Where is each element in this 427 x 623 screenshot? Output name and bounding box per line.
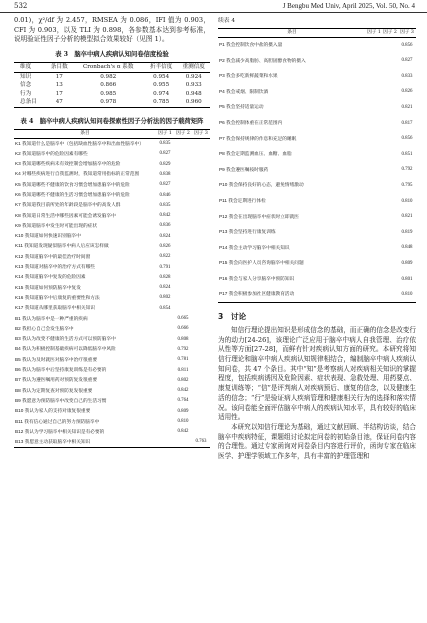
value-cell xyxy=(174,159,192,169)
table-row xyxy=(14,241,210,251)
value-cell xyxy=(174,180,192,190)
value-cell xyxy=(366,240,382,256)
table4-header-row xyxy=(14,130,210,139)
table-row xyxy=(218,162,416,178)
table-row xyxy=(14,406,210,416)
value-cell: 0.836 xyxy=(159,223,171,229)
table3-caption: 表 3 脑卒中病人疾病认知问卷信度检验 xyxy=(55,51,169,59)
row-label-cell: P8 我会定期监测血压、血糖、血脂 xyxy=(219,151,292,157)
value-cell: 0.974 xyxy=(153,90,170,97)
value-cell: 0.854 xyxy=(159,305,171,311)
value-cell: 0.842 xyxy=(159,213,171,219)
value-cell xyxy=(366,256,382,272)
table-row xyxy=(218,146,416,162)
table-row xyxy=(218,224,416,240)
value-cell xyxy=(192,365,210,375)
value-cell: 0.827 xyxy=(159,151,171,157)
value-cell xyxy=(366,115,382,131)
value-cell xyxy=(192,180,210,190)
table4-cont-body xyxy=(218,37,416,302)
value-cell: 13 xyxy=(55,82,63,89)
value-cell: 0.821 xyxy=(401,104,413,110)
value-cell: 0.792 xyxy=(177,346,189,352)
value-cell: 0.802 xyxy=(159,295,171,301)
row-label-cell: 知识 xyxy=(20,73,32,80)
value-cell: 0.801 xyxy=(401,276,413,282)
value-cell xyxy=(366,146,382,162)
value-cell xyxy=(156,334,174,344)
table-row xyxy=(14,210,210,220)
row-label-cell: P11 我会定期进行体检 xyxy=(219,198,266,204)
value-cell xyxy=(366,209,382,225)
value-cell xyxy=(366,287,382,303)
table-row xyxy=(218,193,416,209)
value-cell xyxy=(174,241,192,251)
value-cell xyxy=(156,406,174,416)
value-cell xyxy=(174,283,192,293)
value-cell: 0.795 xyxy=(401,182,413,188)
row-label-cell: P16 我会与家人分享脑卒中预防知识 xyxy=(219,276,295,281)
value-cell xyxy=(156,355,174,365)
value-cell xyxy=(192,210,210,220)
value-cell: 0.781 xyxy=(177,357,189,363)
table-row xyxy=(14,324,210,334)
table-row xyxy=(218,37,416,53)
column-header: 因子 1 xyxy=(158,131,172,137)
value-cell xyxy=(192,190,210,200)
row-label-cell: P2 我会减少高脂肪、高胆固醇食物的摄入 xyxy=(219,57,306,63)
table-row xyxy=(14,90,210,99)
table-row xyxy=(14,375,210,385)
table-row xyxy=(14,149,210,159)
value-cell xyxy=(174,437,192,447)
value-cell xyxy=(366,224,382,240)
value-cell xyxy=(174,231,192,241)
row-label-cell: B6 我认为脑卒中后坚持康复训练是有必要的 xyxy=(15,367,107,373)
value-cell: 0.833 xyxy=(401,73,413,79)
value-cell xyxy=(382,146,398,162)
row-label-cell: K9 我知道脑卒中发生时可能出现的症状 xyxy=(15,222,98,228)
value-cell: 0.856 xyxy=(401,42,413,48)
value-cell xyxy=(174,262,192,272)
value-cell xyxy=(192,231,210,241)
table-row xyxy=(14,272,210,282)
row-label-cell: P15 我会向医护人员咨询脑卒中相关问题 xyxy=(219,260,304,266)
row-label-cell: P17 我会积极参加社区健康教育活动 xyxy=(219,291,295,297)
value-cell: 0.810 xyxy=(401,198,413,204)
row-label-cell: K4 对哪些疾病进行自我监测时，我知道常用指标的正常范围 xyxy=(15,171,140,177)
column-header: 因子 3 xyxy=(400,30,414,35)
value-cell xyxy=(174,303,192,313)
value-cell xyxy=(192,252,210,262)
table-row xyxy=(14,386,210,396)
value-cell xyxy=(156,396,174,406)
value-cell xyxy=(192,272,210,282)
value-cell: 0.824 xyxy=(159,233,171,239)
value-cell xyxy=(192,200,210,210)
value-cell xyxy=(192,169,210,179)
value-cell xyxy=(382,224,398,240)
table-row xyxy=(14,159,210,169)
intro-paragraph: 0.01)，χ²/df 为 2.457，RMSEA 为 0.086，IFI 值为 0.903，CFI 为 0.903，以及 TLI 为 0.898，各参数基本达到参考标准，说明验证性因子分析的模型拟合效果较好（见图 1）。 xyxy=(14,16,210,44)
row-label-cell: K10 我知道如何快速识别脑卒中 xyxy=(15,233,81,239)
row-label-cell: B13 我愿意主动获取脑卒中相关知识 xyxy=(15,438,91,444)
value-cell xyxy=(366,84,382,100)
value-cell xyxy=(382,53,398,69)
value-cell xyxy=(192,324,210,334)
value-cell: 0.982 xyxy=(100,73,117,80)
value-cell xyxy=(156,427,174,437)
column-header: 折半信度 xyxy=(149,64,173,71)
row-label-cell: K13 我知道对脑卒中的治疗方式有哪些 xyxy=(15,264,95,270)
value-cell xyxy=(174,169,192,179)
table-row xyxy=(14,138,210,148)
table-row xyxy=(218,53,416,69)
column-header: 条目 xyxy=(80,131,90,137)
table-row xyxy=(14,344,210,354)
value-cell: 0.817 xyxy=(401,120,413,126)
value-cell xyxy=(192,262,210,272)
table-row xyxy=(218,209,416,225)
value-cell: 0.763 xyxy=(195,439,207,445)
row-label-cell: K8 我知道日常生活中哪些因素可能会诱发脑卒中 xyxy=(15,212,116,218)
row-label-cell: B2 我担心自己会发生脑卒中 xyxy=(15,325,74,331)
row-label-cell: K14 我知道脑卒中复发的危险因素 xyxy=(15,274,86,280)
table-row xyxy=(218,131,416,147)
column-header: 条目数 xyxy=(50,64,68,71)
value-cell xyxy=(174,210,192,220)
row-label-cell: P9 我会遵医嘱按时服药 xyxy=(219,166,269,172)
value-cell: 0.835 xyxy=(159,141,171,147)
value-cell xyxy=(192,375,210,385)
value-cell: 0.827 xyxy=(159,182,171,188)
value-cell: 0.866 xyxy=(100,82,117,89)
row-label-cell: B12 我认为学习脑卒中相关知识是有必要的 xyxy=(15,428,105,434)
row-label-cell: 信念 xyxy=(20,82,32,89)
row-label-cell: P3 我会多吃新鲜蔬菜和水果 xyxy=(219,73,278,79)
value-cell xyxy=(366,193,382,209)
value-cell: 0.824 xyxy=(159,285,171,291)
value-cell xyxy=(382,240,398,256)
value-cell xyxy=(174,252,192,262)
row-label-cell: P14 我会主动学习脑卒中相关知识 xyxy=(219,244,290,250)
column-header: 条目 xyxy=(287,30,297,35)
value-cell xyxy=(192,396,210,406)
column-header: 重测信度 xyxy=(182,64,205,71)
value-cell: 0.822 xyxy=(159,254,171,260)
column-header: 因子 2 xyxy=(383,30,397,35)
row-label-cell: P13 我会坚持进行康复训练 xyxy=(219,229,276,235)
value-cell: 47 xyxy=(55,99,63,106)
column-header: Cronbach's α 系数 xyxy=(82,64,134,71)
value-cell xyxy=(156,375,174,385)
value-cell xyxy=(382,256,398,272)
row-label-cell: K12 我知道脑卒中的最佳治疗时间窗 xyxy=(15,253,91,259)
value-cell xyxy=(174,190,192,200)
row-label-cell: K16 我知道脑卒中后康复的重要性和方法 xyxy=(15,294,100,300)
table-row xyxy=(14,262,210,272)
row-label-cell: K11 我知道发现疑似脑卒中病人后应该怎样做 xyxy=(15,243,109,249)
value-cell xyxy=(174,272,192,282)
table-row xyxy=(14,190,210,200)
row-label-cell: K7 我知道我目前所处的年龄段是脑卒中的高发人群 xyxy=(15,202,121,208)
row-label-cell: P7 我会保持规律的作息和充足的睡眠 xyxy=(219,135,297,141)
table-row xyxy=(218,68,416,84)
row-label-cell: P10 我会保持良好的心态，避免情绪激动 xyxy=(219,182,304,188)
page-number: 532 xyxy=(14,2,28,10)
value-cell xyxy=(366,271,382,287)
section-heading-discussion: 3 讨论 xyxy=(218,311,247,321)
value-cell: 0.802 xyxy=(177,377,189,383)
value-cell: 0.764 xyxy=(177,398,189,404)
value-cell xyxy=(156,313,174,323)
value-cell xyxy=(192,293,210,303)
value-cell: 0.819 xyxy=(401,229,413,235)
value-cell xyxy=(366,100,382,116)
value-cell: 0.846 xyxy=(159,192,171,198)
table-row xyxy=(14,355,210,365)
table-row xyxy=(14,221,210,231)
value-cell xyxy=(156,437,174,447)
value-cell xyxy=(192,355,210,365)
value-cell: 0.848 xyxy=(401,245,413,251)
value-cell xyxy=(382,100,398,116)
row-label-cell: B4 我认为积极控制基础疾病可以降低脑卒中风险 xyxy=(15,346,116,352)
table-row xyxy=(14,365,210,375)
value-cell: 0.948 xyxy=(185,90,202,97)
value-cell xyxy=(192,344,210,354)
right-column xyxy=(218,16,416,462)
running-header xyxy=(0,0,427,13)
row-label-cell: K17 我知道从哪里获取脑卒中相关知识 xyxy=(15,305,95,311)
table-row xyxy=(14,252,210,262)
value-cell xyxy=(192,149,210,159)
table-row xyxy=(218,271,416,287)
journal-citation: J Bengbu Med Univ, April 2025, Vol. 50, No. 4 xyxy=(282,2,415,10)
value-cell: 0.828 xyxy=(159,274,171,280)
value-cell xyxy=(366,53,382,69)
factor-loading-table-continued xyxy=(218,28,416,303)
value-cell xyxy=(174,138,192,148)
value-cell: 0.851 xyxy=(401,151,413,157)
value-cell xyxy=(366,131,382,147)
table-row xyxy=(14,396,210,406)
row-label-cell: B5 我认为及时就医对脑卒中治疗很重要 xyxy=(15,356,98,362)
value-cell xyxy=(382,37,398,53)
table-row xyxy=(14,72,210,81)
table3-body xyxy=(14,72,210,107)
column-header: 维度 xyxy=(20,64,32,71)
table4-cont-header-row xyxy=(218,29,416,38)
value-cell: 17 xyxy=(55,73,63,80)
value-cell xyxy=(382,162,398,178)
value-cell xyxy=(366,178,382,194)
table4-body xyxy=(14,138,210,447)
value-cell xyxy=(192,386,210,396)
row-label-cell: P1 我会控制饮食中盐的摄入量 xyxy=(219,42,283,48)
table-row xyxy=(218,240,416,256)
reliability-table xyxy=(14,62,210,108)
row-label-cell: K6 我知道哪些不健康的生活习惯会增加患脑卒中的危险 xyxy=(15,192,130,197)
value-cell: 0.827 xyxy=(401,58,413,64)
row-label-cell: P5 我会坚持适量运动 xyxy=(219,104,264,110)
table-row xyxy=(218,84,416,100)
value-cell: 0.978 xyxy=(100,99,117,106)
row-label-cell: B1 我认为脑卒中是一种严重的疾病 xyxy=(15,315,88,321)
value-cell xyxy=(156,324,174,334)
table-row xyxy=(14,81,210,90)
value-cell xyxy=(174,293,192,303)
left-column xyxy=(14,16,210,448)
table-row xyxy=(14,169,210,179)
table-row xyxy=(218,256,416,272)
value-cell: 0.960 xyxy=(185,99,202,106)
table-row xyxy=(14,293,210,303)
value-cell: 0.809 xyxy=(177,408,189,414)
table-row xyxy=(14,283,210,293)
table-row xyxy=(14,98,210,107)
value-cell: 0.665 xyxy=(177,316,189,322)
row-label-cell: B8 我认为定期复查对预防复发很重要 xyxy=(15,387,93,393)
value-cell: 0.810 xyxy=(401,291,413,297)
value-cell: 0.829 xyxy=(159,161,171,167)
row-label-cell: 总条目 xyxy=(20,99,37,106)
table-row xyxy=(218,287,416,303)
row-label-cell: 行为 xyxy=(20,90,32,97)
row-label-cell: K1 我知道什么是脑卒中（包括缺血性脑卒中和出血性脑卒中） xyxy=(15,140,144,146)
table-row xyxy=(14,313,210,323)
value-cell xyxy=(382,287,398,303)
value-cell xyxy=(192,138,210,148)
table4-cont-caption: 续表 4 xyxy=(218,18,236,24)
table-row xyxy=(14,180,210,190)
value-cell xyxy=(156,344,174,354)
value-cell: 0.791 xyxy=(159,264,171,270)
row-label-cell: P6 我会控制体重在正常范围内 xyxy=(219,120,283,126)
row-label-cell: P12 我会在出现脑卒中症状时立即就医 xyxy=(219,213,299,219)
column-header: 因子 3 xyxy=(194,131,208,137)
value-cell xyxy=(382,131,398,147)
row-label-cell: K2 我知道脑卒中的危险因素有哪些 xyxy=(15,150,88,156)
value-cell xyxy=(382,115,398,131)
table4-caption: 表 4 脑卒中病人疾病认知问卷探索性因子分析法的因子载荷矩阵 xyxy=(20,118,204,126)
value-cell xyxy=(382,193,398,209)
value-cell: 0.792 xyxy=(401,167,413,173)
value-cell: 0.955 xyxy=(153,82,170,89)
value-cell: 0.838 xyxy=(159,171,171,177)
table-row xyxy=(14,200,210,210)
value-cell xyxy=(366,68,382,84)
table3-header-row xyxy=(14,63,210,73)
value-cell: 0.985 xyxy=(100,90,117,97)
table-row xyxy=(218,115,416,131)
value-cell: 0.785 xyxy=(153,99,170,106)
value-cell xyxy=(382,84,398,100)
table-row xyxy=(14,416,210,426)
table-row xyxy=(218,178,416,194)
row-label-cell: B7 我认为遵医嘱用药对预防复发很重要 xyxy=(15,377,98,383)
value-cell xyxy=(382,178,398,194)
value-cell: 0.811 xyxy=(177,367,189,373)
row-label-cell: B11 我有信心通过自己的努力预防脑卒中 xyxy=(15,418,100,424)
value-cell: 0.835 xyxy=(159,202,171,208)
value-cell: 0.842 xyxy=(177,388,189,394)
value-cell: 0.810 xyxy=(177,419,189,425)
value-cell xyxy=(366,37,382,53)
table-row xyxy=(14,231,210,241)
value-cell xyxy=(192,159,210,169)
value-cell xyxy=(192,427,210,437)
row-label-cell: K5 我知道哪些不健康的饮食习惯会增加患脑卒中的危险 xyxy=(15,181,130,187)
value-cell xyxy=(382,271,398,287)
table-row xyxy=(218,100,416,116)
value-cell xyxy=(192,334,210,344)
value-cell: 17 xyxy=(55,90,63,97)
column-header: 因子 2 xyxy=(176,131,190,137)
table-row xyxy=(14,437,210,447)
value-cell xyxy=(192,406,210,416)
value-cell xyxy=(192,313,210,323)
row-label-cell: B3 我认为改变不健康的生活方式可以预防脑卒中 xyxy=(15,336,116,342)
row-label-cell: B10 我认为家人的支持对康复很重要 xyxy=(15,408,91,414)
value-cell xyxy=(174,221,192,231)
value-cell xyxy=(156,365,174,375)
value-cell xyxy=(174,200,192,210)
table-row xyxy=(14,427,210,437)
table-row xyxy=(14,303,210,313)
value-cell xyxy=(156,416,174,426)
discussion-paragraph-2: 本研究以知信行理论为基础，通过文献回顾、半结构访谈，结合脑卒中疾病特征，课题组讨论拟定问卷的初始条目池，保证问卷内容的合理性。通过专家函询对问卷条目内容进行评价，函询专家在临床医学、护理学领域工作多年，具有丰富的护理管理和 xyxy=(218,422,416,461)
value-cell: 0.856 xyxy=(401,136,413,142)
value-cell xyxy=(192,221,210,231)
factor-loading-table xyxy=(14,129,210,448)
value-cell xyxy=(192,416,210,426)
value-cell xyxy=(192,283,210,293)
value-cell: 0.842 xyxy=(177,429,189,435)
value-cell: 0.808 xyxy=(177,336,189,342)
value-cell: 0.821 xyxy=(401,214,413,220)
column-header: 因子 1 xyxy=(367,30,381,35)
row-label-cell: P4 我会戒烟、限制饮酒 xyxy=(219,88,269,94)
row-label-cell: K3 我知道哪些疾病未有效控制会增加脑卒中的危险 xyxy=(15,161,121,167)
row-label-cell: K15 我知道如何预防脑卒中复发 xyxy=(15,284,81,290)
value-cell: 0.954 xyxy=(153,73,170,80)
value-cell: 0.826 xyxy=(401,89,413,95)
value-cell xyxy=(382,209,398,225)
value-cell xyxy=(192,303,210,313)
value-cell xyxy=(382,68,398,84)
value-cell: 0.924 xyxy=(185,73,202,80)
value-cell: 0.933 xyxy=(185,82,202,89)
value-cell xyxy=(192,241,210,251)
value-cell: 0.809 xyxy=(401,260,413,266)
value-cell: 0.666 xyxy=(177,326,189,332)
value-cell: 0.826 xyxy=(159,243,171,249)
value-cell xyxy=(174,149,192,159)
row-label-cell: B9 我愿意为预防脑卒中改变自己的生活习惯 xyxy=(15,397,107,403)
table-row xyxy=(14,334,210,344)
discussion-paragraph-1: 知信行理论提出知识是形成信念的基础，而正确的信念是改变行为的动力[24-26]，该理论广泛应用于脑卒中病人自我管理、治疗依从性等方面[27-28]，而鲜有针对疾病认知方面的研究。本研究将知信行理论和脑卒中病人疾病认知规律相结合，编制脑卒中病人疾病认知问卷，共 47 个条目。其中“知”是考察病人对疾病相关知识的掌握程度，包括疾病诱因及危险因素、症状表现、急救处理、用药要点、康复训练等；“信”是评判病人对疾病预后、康复的信念，以及健康生活的信念；“行”是验证病人疾病管理和健康相关行为的选择和落实情况。该问卷能全面评估脑卒中病人的疾病认知水平，具有较好的临床适用性。 xyxy=(218,325,416,422)
value-cell xyxy=(366,162,382,178)
value-cell xyxy=(156,386,174,396)
